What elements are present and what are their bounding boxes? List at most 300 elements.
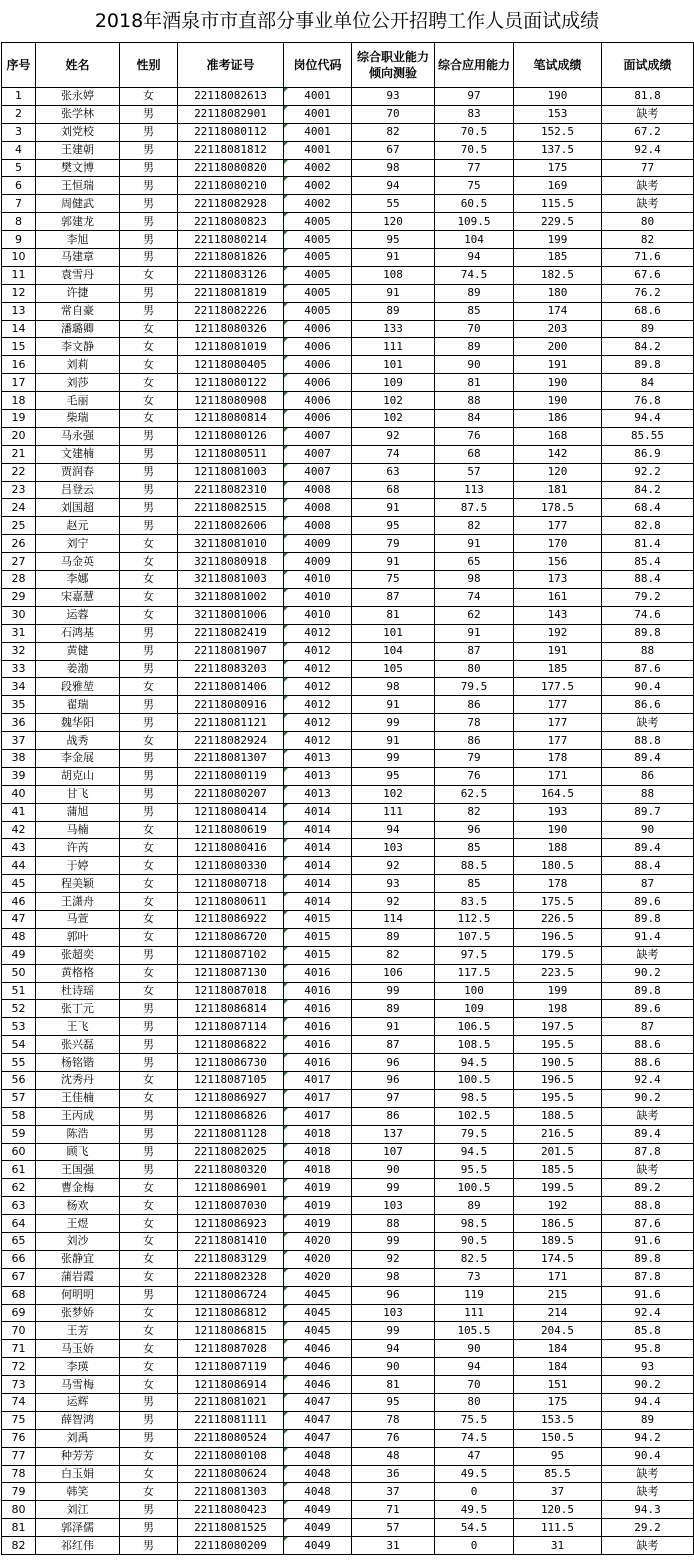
cell-written-score: 178 [514, 749, 602, 767]
cell-interview-score: 85.55 [602, 427, 694, 445]
cell-exam-id: 22118080823 [178, 213, 284, 231]
cell-written-score: 151 [514, 1376, 602, 1394]
cell-aptitude-test: 97 [352, 1089, 435, 1107]
cell-applied-ability: 98.5 [435, 1089, 514, 1107]
cell-aptitude-test: 79 [352, 535, 435, 553]
cell-index: 3 [2, 123, 36, 141]
cell-post-code: 4006 [284, 320, 352, 338]
table-row [2, 785, 694, 803]
cell-index: 56 [2, 1071, 36, 1089]
cell-name: 陈浩 [36, 1125, 120, 1143]
cell-written-score: 169 [514, 177, 602, 195]
cell-index: 18 [2, 392, 36, 410]
table-row [2, 123, 694, 141]
cell-index: 10 [2, 249, 36, 267]
cell-index: 45 [2, 875, 36, 893]
cell-name: 李旭 [36, 231, 120, 249]
cell-gender: 女 [120, 1465, 178, 1483]
cell-gender: 男 [120, 749, 178, 767]
cell-exam-id: 22118081410 [178, 1233, 284, 1251]
cell-interview-score: 88.8 [602, 1197, 694, 1215]
cell-index: 74 [2, 1394, 36, 1412]
table-row [2, 1233, 694, 1251]
cell-gender: 男 [120, 1107, 178, 1125]
cell-index: 55 [2, 1054, 36, 1072]
cell-exam-id: 22118081826 [178, 249, 284, 267]
cell-post-code: 4017 [284, 1107, 352, 1125]
cell-index: 20 [2, 427, 36, 445]
cell-post-code: 4012 [284, 624, 352, 642]
cell-applied-ability: 91 [435, 535, 514, 553]
cell-interview-score: 89.8 [602, 624, 694, 642]
cell-exam-id: 22118082310 [178, 481, 284, 499]
cell-interview-score: 74.6 [602, 606, 694, 624]
cell-exam-id: 12118087018 [178, 982, 284, 1000]
cell-written-score: 177 [514, 714, 602, 732]
table-row [2, 1125, 694, 1143]
cell-post-code: 4018 [284, 1143, 352, 1161]
cell-name: 王潇舟 [36, 893, 120, 911]
cell-applied-ability: 82 [435, 803, 514, 821]
cell-aptitude-test: 88 [352, 1215, 435, 1233]
cell-applied-ability: 88 [435, 392, 514, 410]
cell-aptitude-test: 94 [352, 177, 435, 195]
cell-written-score: 193 [514, 803, 602, 821]
cell-gender: 男 [120, 481, 178, 499]
cell-interview-score: 77 [602, 159, 694, 177]
cell-gender: 女 [120, 964, 178, 982]
cell-aptitude-test: 104 [352, 642, 435, 660]
cell-written-score: 199 [514, 982, 602, 1000]
cell-name: 刘莉 [36, 356, 120, 374]
cell-interview-score: 93 [602, 1358, 694, 1376]
cell-name: 魏华阳 [36, 714, 120, 732]
cell-exam-id: 12118086812 [178, 1304, 284, 1322]
header-exam-id: 准考证号 [178, 43, 284, 88]
cell-interview-score: 缺考 [602, 1537, 694, 1555]
cell-aptitude-test: 92 [352, 427, 435, 445]
table-row [2, 1054, 694, 1072]
cell-name: 顾飞 [36, 1143, 120, 1161]
cell-applied-ability: 74 [435, 588, 514, 606]
cell-exam-id: 12118080619 [178, 821, 284, 839]
cell-interview-score: 89.7 [602, 803, 694, 821]
cell-aptitude-test: 90 [352, 1161, 435, 1179]
table-row [2, 1447, 694, 1465]
cell-applied-ability: 70 [435, 1376, 514, 1394]
table-row [2, 374, 694, 392]
cell-name: 马雪梅 [36, 1376, 120, 1394]
cell-gender: 男 [120, 642, 178, 660]
cell-post-code: 4007 [284, 445, 352, 463]
cell-applied-ability: 68 [435, 445, 514, 463]
cell-aptitude-test: 89 [352, 1000, 435, 1018]
cell-post-code: 4049 [284, 1519, 352, 1537]
cell-gender: 女 [120, 1215, 178, 1233]
cell-interview-score: 86.6 [602, 696, 694, 714]
cell-aptitude-test: 101 [352, 356, 435, 374]
cell-index: 79 [2, 1483, 36, 1501]
cell-name: 马建章 [36, 249, 120, 267]
cell-index: 77 [2, 1447, 36, 1465]
cell-index: 80 [2, 1501, 36, 1519]
cell-index: 4 [2, 141, 36, 159]
cell-name: 刘国超 [36, 499, 120, 517]
table-body [2, 88, 694, 1555]
cell-gender: 女 [120, 338, 178, 356]
table-row [2, 517, 694, 535]
cell-exam-id: 12118080511 [178, 445, 284, 463]
table-row [2, 982, 694, 1000]
cell-exam-id: 12118080908 [178, 392, 284, 410]
cell-index: 41 [2, 803, 36, 821]
cell-written-score: 142 [514, 445, 602, 463]
cell-index: 30 [2, 606, 36, 624]
cell-post-code: 4001 [284, 105, 352, 123]
cell-name: 刘江 [36, 1501, 120, 1519]
cell-written-score: 204.5 [514, 1322, 602, 1340]
cell-post-code: 4048 [284, 1483, 352, 1501]
cell-aptitude-test: 82 [352, 123, 435, 141]
cell-exam-id: 22118082226 [178, 302, 284, 320]
cell-post-code: 4005 [284, 249, 352, 267]
table-row [2, 588, 694, 606]
cell-name: 吕登云 [36, 481, 120, 499]
header-name: 姓名 [36, 43, 120, 88]
cell-name: 李瑛 [36, 1358, 120, 1376]
cell-post-code: 4006 [284, 374, 352, 392]
cell-gender: 女 [120, 732, 178, 750]
cell-applied-ability: 109.5 [435, 213, 514, 231]
cell-aptitude-test: 109 [352, 374, 435, 392]
header-post-code: 岗位代码 [284, 43, 352, 88]
table-row [2, 410, 694, 428]
cell-written-score: 186.5 [514, 1215, 602, 1233]
cell-written-score: 185 [514, 249, 602, 267]
table-row [2, 946, 694, 964]
cell-post-code: 4006 [284, 392, 352, 410]
table-row [2, 660, 694, 678]
cell-post-code: 4009 [284, 553, 352, 571]
table-row [2, 1089, 694, 1107]
table-row [2, 105, 694, 123]
cell-exam-id: 22118080214 [178, 231, 284, 249]
cell-name: 王建朝 [36, 141, 120, 159]
cell-exam-id: 22118080207 [178, 785, 284, 803]
cell-applied-ability: 83 [435, 105, 514, 123]
cell-written-score: 195.5 [514, 1036, 602, 1054]
cell-post-code: 4014 [284, 803, 352, 821]
cell-interview-score: 91.4 [602, 928, 694, 946]
cell-written-score: 192 [514, 1197, 602, 1215]
cell-post-code: 4019 [284, 1197, 352, 1215]
cell-index: 63 [2, 1197, 36, 1215]
cell-name: 张梦娇 [36, 1304, 120, 1322]
cell-exam-id: 12118086815 [178, 1322, 284, 1340]
table-row [2, 177, 694, 195]
cell-gender: 男 [120, 284, 178, 302]
table-row [2, 1179, 694, 1197]
cell-aptitude-test: 133 [352, 320, 435, 338]
cell-gender: 女 [120, 374, 178, 392]
table-row [2, 356, 694, 374]
cell-post-code: 4020 [284, 1233, 352, 1251]
cell-aptitude-test: 36 [352, 1465, 435, 1483]
cell-gender: 男 [120, 714, 178, 732]
cell-gender: 男 [120, 141, 178, 159]
header-written-score: 笔试成绩 [514, 43, 602, 88]
cell-written-score: 185 [514, 660, 602, 678]
table-row [2, 803, 694, 821]
cell-exam-id: 12118087114 [178, 1018, 284, 1036]
cell-post-code: 4010 [284, 571, 352, 589]
cell-gender: 男 [120, 785, 178, 803]
cell-exam-id: 22118083126 [178, 266, 284, 284]
cell-interview-score: 90.4 [602, 1447, 694, 1465]
cell-written-score: 188 [514, 839, 602, 857]
cell-gender: 男 [120, 427, 178, 445]
cell-gender: 男 [120, 105, 178, 123]
cell-index: 5 [2, 159, 36, 177]
cell-index: 12 [2, 284, 36, 302]
header-row [2, 43, 694, 88]
cell-aptitude-test: 91 [352, 249, 435, 267]
cell-applied-ability: 97.5 [435, 946, 514, 964]
cell-aptitude-test: 98 [352, 159, 435, 177]
cell-index: 24 [2, 499, 36, 517]
table-row [2, 338, 694, 356]
cell-interview-score: 86.9 [602, 445, 694, 463]
cell-aptitude-test: 70 [352, 105, 435, 123]
cell-aptitude-test: 102 [352, 785, 435, 803]
cell-name: 姜渤 [36, 660, 120, 678]
table-row [2, 1197, 694, 1215]
table-row [2, 195, 694, 213]
cell-applied-ability: 105.5 [435, 1322, 514, 1340]
table-row [2, 141, 694, 159]
cell-applied-ability: 77 [435, 159, 514, 177]
cell-aptitude-test: 99 [352, 1233, 435, 1251]
cell-exam-id: 12118080122 [178, 374, 284, 392]
cell-applied-ability: 98 [435, 571, 514, 589]
table-row [2, 1501, 694, 1519]
cell-index: 51 [2, 982, 36, 1000]
cell-name: 杨欢 [36, 1197, 120, 1215]
cell-aptitude-test: 92 [352, 857, 435, 875]
cell-interview-score: 67.2 [602, 123, 694, 141]
cell-applied-ability: 74.5 [435, 1429, 514, 1447]
cell-gender: 男 [120, 1501, 178, 1519]
cell-aptitude-test: 111 [352, 338, 435, 356]
cell-exam-id: 12118086730 [178, 1054, 284, 1072]
cell-index: 11 [2, 266, 36, 284]
cell-exam-id: 12118087028 [178, 1340, 284, 1358]
cell-name: 甘飞 [36, 785, 120, 803]
table-row [2, 606, 694, 624]
cell-interview-score: 89.2 [602, 1179, 694, 1197]
cell-applied-ability: 89 [435, 284, 514, 302]
cell-name: 白玉娟 [36, 1465, 120, 1483]
cell-name: 刘党校 [36, 123, 120, 141]
cell-name: 杨铭锴 [36, 1054, 120, 1072]
table-row [2, 535, 694, 553]
cell-interview-score: 89.8 [602, 982, 694, 1000]
cell-exam-id: 22118080112 [178, 123, 284, 141]
cell-gender: 男 [120, 1125, 178, 1143]
cell-post-code: 4015 [284, 910, 352, 928]
cell-gender: 女 [120, 588, 178, 606]
cell-exam-id: 22118082924 [178, 732, 284, 750]
cell-interview-score: 90 [602, 821, 694, 839]
cell-interview-score: 87 [602, 1018, 694, 1036]
cell-post-code: 4047 [284, 1394, 352, 1412]
table-row [2, 553, 694, 571]
cell-aptitude-test: 91 [352, 499, 435, 517]
cell-interview-score: 82 [602, 231, 694, 249]
cell-interview-score: 89.4 [602, 839, 694, 857]
cell-applied-ability: 113 [435, 481, 514, 499]
table-row [2, 1161, 694, 1179]
cell-name: 李金展 [36, 749, 120, 767]
table-row [2, 1411, 694, 1429]
cell-exam-id: 32118081002 [178, 588, 284, 606]
cell-index: 46 [2, 893, 36, 911]
cell-aptitude-test: 95 [352, 231, 435, 249]
cell-index: 60 [2, 1143, 36, 1161]
cell-written-score: 186 [514, 410, 602, 428]
cell-name: 王飞 [36, 1018, 120, 1036]
cell-aptitude-test: 108 [352, 266, 435, 284]
cell-name: 贾润春 [36, 463, 120, 481]
cell-post-code: 4047 [284, 1429, 352, 1447]
table-row [2, 1250, 694, 1268]
table-row [2, 499, 694, 517]
cell-post-code: 4018 [284, 1125, 352, 1143]
cell-post-code: 4013 [284, 767, 352, 785]
cell-name: 薛智鸿 [36, 1411, 120, 1429]
cell-aptitude-test: 101 [352, 624, 435, 642]
cell-name: 马永强 [36, 427, 120, 445]
cell-aptitude-test: 114 [352, 910, 435, 928]
cell-aptitude-test: 91 [352, 696, 435, 714]
cell-interview-score: 87.6 [602, 1215, 694, 1233]
cell-written-score: 190 [514, 392, 602, 410]
cell-exam-id: 12118080405 [178, 356, 284, 374]
cell-applied-ability: 102.5 [435, 1107, 514, 1125]
cell-applied-ability: 100.5 [435, 1179, 514, 1197]
cell-aptitude-test: 76 [352, 1429, 435, 1447]
cell-post-code: 4005 [284, 266, 352, 284]
cell-post-code: 4046 [284, 1358, 352, 1376]
cell-written-score: 191 [514, 356, 602, 374]
cell-index: 9 [2, 231, 36, 249]
cell-gender: 男 [120, 624, 178, 642]
table-row [2, 1376, 694, 1394]
cell-index: 6 [2, 177, 36, 195]
cell-interview-score: 94.2 [602, 1429, 694, 1447]
cell-aptitude-test: 87 [352, 1036, 435, 1054]
cell-gender: 男 [120, 1286, 178, 1304]
cell-index: 19 [2, 410, 36, 428]
cell-aptitude-test: 94 [352, 1340, 435, 1358]
cell-gender: 女 [120, 1250, 178, 1268]
cell-gender: 男 [120, 1429, 178, 1447]
cell-interview-score: 92.2 [602, 463, 694, 481]
cell-gender: 男 [120, 231, 178, 249]
cell-post-code: 4012 [284, 660, 352, 678]
cell-exam-id: 12118086923 [178, 1215, 284, 1233]
cell-index: 35 [2, 696, 36, 714]
cell-interview-score: 68.6 [602, 302, 694, 320]
table-row [2, 249, 694, 267]
cell-aptitude-test: 95 [352, 517, 435, 535]
cell-post-code: 4016 [284, 1000, 352, 1018]
cell-written-score: 198 [514, 1000, 602, 1018]
cell-post-code: 4045 [284, 1304, 352, 1322]
cell-written-score: 85.5 [514, 1465, 602, 1483]
cell-exam-id: 22118081307 [178, 749, 284, 767]
cell-index: 71 [2, 1340, 36, 1358]
cell-exam-id: 12118087119 [178, 1358, 284, 1376]
cell-applied-ability: 82 [435, 517, 514, 535]
cell-index: 28 [2, 571, 36, 589]
cell-aptitude-test: 99 [352, 1179, 435, 1197]
cell-exam-id: 22118081819 [178, 284, 284, 302]
cell-applied-ability: 94 [435, 1358, 514, 1376]
cell-interview-score: 85.4 [602, 553, 694, 571]
cell-exam-id: 12118081019 [178, 338, 284, 356]
cell-exam-id: 12118086901 [178, 1179, 284, 1197]
cell-post-code: 4001 [284, 88, 352, 106]
cell-index: 2 [2, 105, 36, 123]
cell-written-score: 190 [514, 88, 602, 106]
cell-gender: 女 [120, 875, 178, 893]
cell-post-code: 4016 [284, 964, 352, 982]
cell-exam-id: 22118080108 [178, 1447, 284, 1465]
cell-post-code: 4047 [284, 1411, 352, 1429]
cell-written-score: 170 [514, 535, 602, 553]
cell-gender: 男 [120, 1018, 178, 1036]
cell-written-score: 175.5 [514, 893, 602, 911]
cell-name: 曹金梅 [36, 1179, 120, 1197]
cell-written-score: 173 [514, 571, 602, 589]
cell-aptitude-test: 137 [352, 1125, 435, 1143]
cell-exam-id: 12118080718 [178, 875, 284, 893]
cell-post-code: 4005 [284, 231, 352, 249]
table-row [2, 1322, 694, 1340]
cell-exam-id: 12118086814 [178, 1000, 284, 1018]
cell-aptitude-test: 98 [352, 678, 435, 696]
cell-index: 37 [2, 732, 36, 750]
cell-index: 26 [2, 535, 36, 553]
cell-index: 75 [2, 1411, 36, 1429]
cell-index: 33 [2, 660, 36, 678]
cell-aptitude-test: 103 [352, 1304, 435, 1322]
cell-aptitude-test: 81 [352, 1376, 435, 1394]
cell-aptitude-test: 91 [352, 284, 435, 302]
cell-interview-score: 85.8 [602, 1322, 694, 1340]
cell-gender: 女 [120, 1071, 178, 1089]
cell-post-code: 4016 [284, 1054, 352, 1072]
cell-written-score: 200 [514, 338, 602, 356]
cell-exam-id: 22118083129 [178, 1250, 284, 1268]
cell-applied-ability: 89 [435, 1197, 514, 1215]
table-row [2, 1483, 694, 1501]
cell-written-score: 223.5 [514, 964, 602, 982]
cell-applied-ability: 85 [435, 839, 514, 857]
header-gender: 性别 [120, 43, 178, 88]
cell-written-score: 175 [514, 159, 602, 177]
